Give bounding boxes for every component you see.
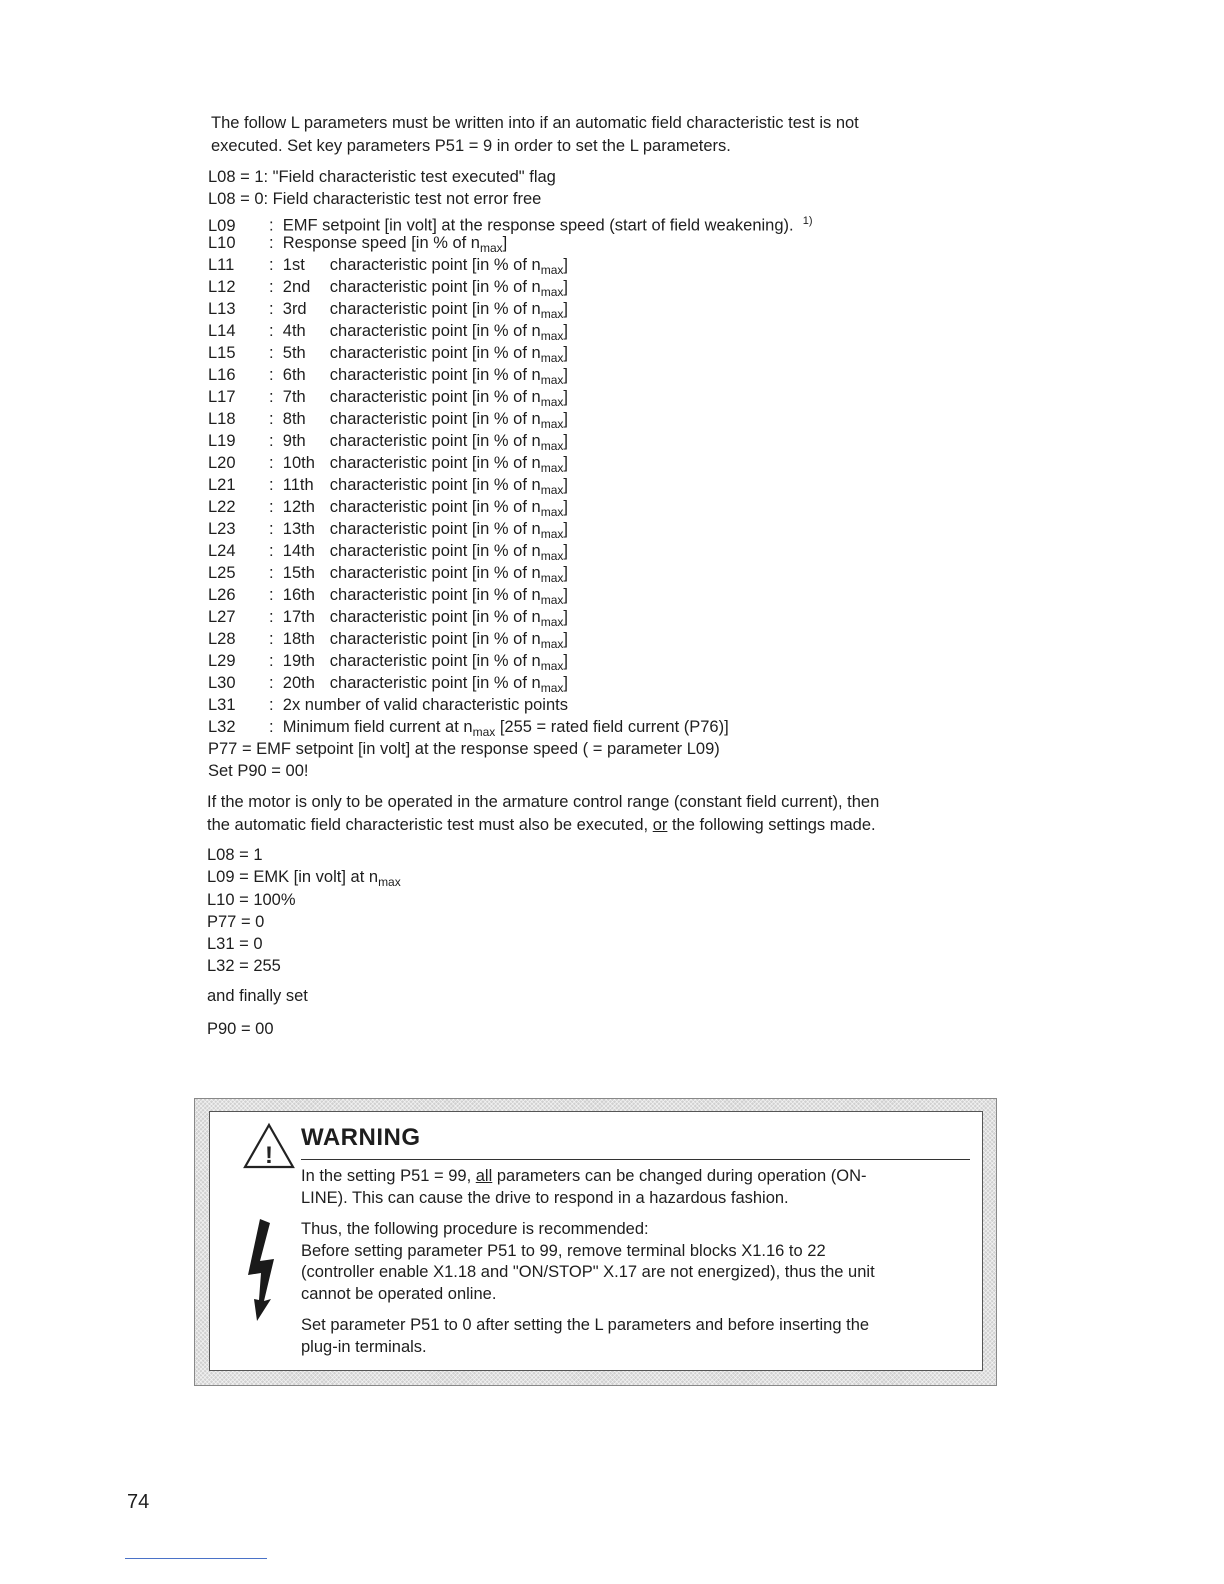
warning-p3-line-1: Set parameter P51 to 0 after setting the L parameters and before inserting the xyxy=(301,1316,870,1334)
setting-l32: L32 = 255 xyxy=(207,957,281,976)
param-sep: : xyxy=(269,322,274,340)
param-text: characteristic point [in % of n xyxy=(329,278,541,296)
param-char-point-l21 xyxy=(208,474,813,496)
armature-text-b: the following settings made. xyxy=(667,816,876,834)
param-subscript: max xyxy=(540,373,564,387)
high-voltage-bolt-icon xyxy=(244,1217,284,1323)
param-bracket: ] xyxy=(563,388,568,406)
warning-all-underlined: all xyxy=(475,1167,493,1185)
param-subscript: max xyxy=(540,417,564,431)
param-sep: : xyxy=(269,564,274,582)
param-text: characteristic point [in % of n xyxy=(329,564,541,582)
param-sep: : xyxy=(269,410,274,428)
param-ordinal: 2nd xyxy=(282,278,311,296)
param-ordinal: 3rd xyxy=(282,300,307,318)
param-code: L12 xyxy=(208,278,236,296)
param-ordinal: 10th xyxy=(282,454,315,472)
param-char-point-l13 xyxy=(208,298,813,320)
param-text-rest: [255 = rated field current (P76)] xyxy=(495,718,729,736)
param-text: 2x number of valid characteristic points xyxy=(282,696,568,714)
param-char-point-l28 xyxy=(208,628,813,650)
param-sep: : xyxy=(269,696,274,714)
param-code: L14 xyxy=(208,322,236,340)
param-ordinal: 6th xyxy=(282,366,306,384)
param-subscript: max xyxy=(540,593,564,607)
param-bracket: ] xyxy=(563,344,568,362)
param-text: characteristic point [in % of n xyxy=(329,498,541,516)
param-ordinal: 9th xyxy=(282,432,306,450)
param-subscript: max xyxy=(540,461,564,475)
param-bracket: ] xyxy=(563,300,568,318)
warning-p2-line-3: (controller enable X1.18 and "ON/STOP" X.17 are not energized), thus the unit xyxy=(301,1263,875,1281)
param-subscript: max xyxy=(540,527,564,541)
param-char-point-l25 xyxy=(208,562,813,584)
parameter-list xyxy=(208,166,813,782)
param-p77: P77 = EMF setpoint [in volt] at the response speed ( = parameter L09) xyxy=(208,740,720,758)
param-code: L22 xyxy=(208,498,236,516)
param-bracket: ] xyxy=(563,454,568,472)
param-text: characteristic point [in % of n xyxy=(329,608,541,626)
param-text: characteristic point [in % of n xyxy=(329,476,541,494)
param-ordinal: 20th xyxy=(282,674,315,692)
param-bracket: ] xyxy=(563,608,568,626)
param-code: L24 xyxy=(208,542,236,560)
warning-paragraph-2 xyxy=(301,1219,961,1305)
param-bracket: ] xyxy=(563,652,568,670)
param-subscript: max xyxy=(540,307,564,321)
param-text: characteristic point [in % of n xyxy=(329,366,541,384)
warning-divider xyxy=(301,1159,970,1160)
settings-list xyxy=(207,844,401,978)
param-code: L13 xyxy=(208,300,236,318)
param-subscript: max xyxy=(540,285,564,299)
warning-p1-line-2: LINE). This can cause the drive to respond in a hazardous fashion. xyxy=(301,1188,789,1207)
param-ordinal: 4th xyxy=(282,322,306,340)
param-char-point-l19 xyxy=(208,430,813,452)
param-text: characteristic point [in % of n xyxy=(329,432,541,450)
param-sep: : xyxy=(269,278,274,296)
param-sep: : xyxy=(269,300,274,318)
param-ordinal: 12th xyxy=(282,498,315,516)
param-char-point-l18 xyxy=(208,408,813,430)
warning-panel xyxy=(209,1111,983,1371)
warning-p1-text-a: In the setting P51 = 99, xyxy=(301,1167,476,1185)
param-bracket: ] xyxy=(563,674,568,692)
param-bracket: ] xyxy=(563,586,568,604)
param-sep: : xyxy=(269,256,274,274)
param-code: L32 xyxy=(208,718,236,736)
param-subscript: max xyxy=(540,615,564,629)
param-subscript: max xyxy=(540,483,564,497)
param-code: L30 xyxy=(208,674,236,692)
param-code: L21 xyxy=(208,476,236,494)
param-text: characteristic point [in % of n xyxy=(329,542,541,560)
intro-paragraph xyxy=(211,112,1011,158)
setting-l08: L08 = 1 xyxy=(207,846,263,864)
param-sep: : xyxy=(269,674,274,692)
param-set-p90: Set P90 = 00! xyxy=(208,762,309,780)
param-sep: : xyxy=(269,542,274,560)
param-ordinal: 1st xyxy=(282,256,305,274)
param-text: Response speed [in % of n xyxy=(282,234,480,252)
param-sep: : xyxy=(269,432,274,450)
param-l10 xyxy=(208,232,813,254)
param-ordinal: 7th xyxy=(282,388,306,406)
param-l08-set: L08 = 1: "Field characteristic test executed" flag xyxy=(208,168,556,186)
param-ordinal: 15th xyxy=(282,564,315,582)
param-char-point-l11 xyxy=(208,254,813,276)
param-bracket: ] xyxy=(563,542,568,560)
warning-p2-line-4: cannot be operated online. xyxy=(301,1284,497,1303)
param-code: L26 xyxy=(208,586,236,604)
param-code: L28 xyxy=(208,630,236,648)
param-text: characteristic point [in % of n xyxy=(329,674,541,692)
warning-p1-text-b: parameters can be changed during operation (ON- xyxy=(492,1167,867,1185)
warning-p3-line-2: plug-in terminals. xyxy=(301,1337,427,1356)
param-bracket: ] xyxy=(563,256,568,274)
param-ordinal: 14th xyxy=(282,542,315,560)
param-subscript: max xyxy=(540,571,564,585)
param-code: L10 xyxy=(208,234,236,252)
param-ordinal: 16th xyxy=(282,586,315,604)
warning-p2-line-2: Before setting parameter P51 to 99, remove terminal blocks X1.16 to 22 xyxy=(301,1241,826,1260)
param-sep: : xyxy=(269,630,274,648)
param-subscript: max xyxy=(472,725,496,739)
param-text: characteristic point [in % of n xyxy=(329,410,541,428)
param-code: L29 xyxy=(208,652,236,670)
param-bracket: ] xyxy=(563,322,568,340)
param-text: characteristic point [in % of n xyxy=(329,454,541,472)
param-subscript: max xyxy=(540,351,564,365)
param-code: L11 xyxy=(208,256,235,274)
or-underlined: or xyxy=(652,816,668,834)
param-bracket: ] xyxy=(502,234,508,252)
param-bracket: ] xyxy=(563,498,568,516)
param-char-point-l29 xyxy=(208,650,813,672)
param-text: Minimum field current at n xyxy=(282,718,473,736)
param-bracket: ] xyxy=(563,520,568,538)
param-code: L17 xyxy=(208,388,236,406)
setting-l10: L10 = 100% xyxy=(207,890,296,909)
param-subscript: max xyxy=(540,681,564,695)
warning-paragraph-1 xyxy=(301,1166,961,1209)
param-sep: : xyxy=(269,520,274,538)
param-char-point-l17 xyxy=(208,386,813,408)
param-text: characteristic point [in % of n xyxy=(329,652,541,670)
armature-line-2 xyxy=(207,814,1007,837)
param-subscript: max xyxy=(540,659,564,673)
param-code: L20 xyxy=(208,454,236,472)
param-ordinal: 13th xyxy=(282,520,315,538)
param-sep: : xyxy=(269,388,274,406)
param-code: L23 xyxy=(208,520,236,538)
param-char-point-l30 xyxy=(208,672,813,694)
param-ordinal: 11th xyxy=(282,476,314,494)
param-char-point-l16 xyxy=(208,364,813,386)
param-char-point-l26 xyxy=(208,584,813,606)
page-number: 74 xyxy=(127,1491,150,1513)
param-text: EMF setpoint [in volt] at the response speed (start of field weakening). xyxy=(282,216,794,235)
warning-triangle-icon xyxy=(242,1122,296,1170)
warning-title: WARNING xyxy=(301,1124,421,1151)
param-char-point-l22 xyxy=(208,496,813,518)
param-bracket: ] xyxy=(563,630,568,648)
param-text: characteristic point [in % of n xyxy=(329,586,541,604)
intro-line-2: executed. Set key parameters P51 = 9 in order to set the L parameters. xyxy=(211,137,731,155)
param-sep: : xyxy=(269,216,274,235)
param-l08-clear: L08 = 0: Field characteristic test not error free xyxy=(208,190,542,208)
param-subscript: max xyxy=(540,505,564,519)
param-sep: : xyxy=(269,344,274,362)
param-bracket: ] xyxy=(563,366,568,384)
param-sep: : xyxy=(269,652,274,670)
setting-l31: L31 = 0 xyxy=(207,935,263,954)
param-bracket: ] xyxy=(563,564,568,582)
armature-line-1: If the motor is only to be operated in the armature control range (constant field current), then xyxy=(207,793,880,811)
param-sep: : xyxy=(269,718,274,736)
setting-p77: P77 = 0 xyxy=(207,912,265,931)
param-bracket: ] xyxy=(563,476,568,494)
param-char-point-l23 xyxy=(208,518,813,540)
warning-box xyxy=(194,1098,997,1386)
param-sep: : xyxy=(269,234,274,252)
param-char-point-l20 xyxy=(208,452,813,474)
param-text: characteristic point [in % of n xyxy=(329,256,541,274)
param-char-point-l24 xyxy=(208,540,813,562)
param-ordinal: 19th xyxy=(282,652,315,670)
param-char-point-l27 xyxy=(208,606,813,628)
param-l32 xyxy=(208,716,813,738)
setting-l09-text: L09 = EMK [in volt] at n xyxy=(207,868,379,887)
param-sep: : xyxy=(269,498,274,516)
armature-text-a: the automatic field characteristic test must also be executed, xyxy=(207,816,653,834)
param-subscript: max xyxy=(540,329,564,343)
param-sep: : xyxy=(269,366,274,384)
param-text: characteristic point [in % of n xyxy=(329,344,541,362)
param-code: L15 xyxy=(208,344,236,362)
param-text: characteristic point [in % of n xyxy=(329,630,541,648)
warning-p2-line-1: Thus, the following procedure is recommended: xyxy=(301,1220,649,1238)
armature-paragraph xyxy=(207,791,1007,837)
param-subscript: max xyxy=(540,395,564,409)
intro-line-1: The follow L parameters must be written into if an automatic field characteristic test is not xyxy=(211,114,859,132)
param-bracket: ] xyxy=(563,432,568,450)
footer-rule xyxy=(125,1558,267,1559)
param-subscript: max xyxy=(540,549,564,563)
param-sep: : xyxy=(269,454,274,472)
param-sep: : xyxy=(269,476,274,494)
param-ordinal: 5th xyxy=(282,344,306,362)
finally-text: and finally set xyxy=(207,987,308,1005)
param-code: L25 xyxy=(208,564,236,582)
setting-l09 xyxy=(207,866,401,888)
param-subscript: max xyxy=(540,637,564,651)
param-subscript: max xyxy=(479,241,503,255)
param-text: characteristic point [in % of n xyxy=(329,300,541,318)
warning-body xyxy=(301,1166,961,1368)
param-code: L31 xyxy=(208,696,236,714)
param-sep: : xyxy=(269,586,274,604)
warning-paragraph-3 xyxy=(301,1315,961,1358)
param-char-point-l14 xyxy=(208,320,813,342)
param-ordinal: 17th xyxy=(282,608,315,626)
param-text: characteristic point [in % of n xyxy=(329,388,541,406)
param-l31 xyxy=(208,694,813,716)
param-code: L18 xyxy=(208,410,236,428)
param-subscript: max xyxy=(540,263,564,277)
param-code: L19 xyxy=(208,432,236,450)
footnote-marker: 1) xyxy=(802,215,813,227)
param-code: L27 xyxy=(208,608,236,626)
param-bracket: ] xyxy=(563,410,568,428)
param-code: L16 xyxy=(208,366,236,384)
param-code: L09 xyxy=(208,216,236,235)
param-text: characteristic point [in % of n xyxy=(329,322,541,340)
setting-l09-subscript: max xyxy=(378,875,401,890)
param-char-point-l12 xyxy=(208,276,813,298)
param-char-point-l15 xyxy=(208,342,813,364)
param-sep: : xyxy=(269,608,274,626)
characteristic-point-rows xyxy=(208,254,813,694)
param-ordinal: 8th xyxy=(282,410,306,428)
param-text: characteristic point [in % of n xyxy=(329,520,541,538)
warning-exclamation: ! xyxy=(265,1142,273,1169)
param-l09 xyxy=(208,210,813,235)
param-bracket: ] xyxy=(563,278,568,296)
param-subscript: max xyxy=(540,439,564,453)
param-ordinal: 18th xyxy=(282,630,315,648)
final-p90: P90 = 00 xyxy=(207,1020,274,1038)
